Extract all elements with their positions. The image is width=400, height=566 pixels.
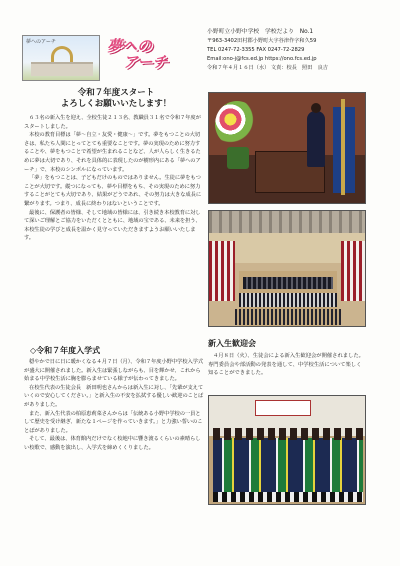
tel-line: TEL 0247-72-3355 FAX 0247-72-2829 — [207, 47, 305, 54]
title-line-2: アーチ — [123, 53, 168, 71]
section1-title — [30, 88, 202, 110]
section1-body — [24, 114, 204, 243]
section1-title-line1: 令和７年度スタート — [77, 88, 155, 98]
section2-paragraph: 在校生代表の生徒会長 新田明也さんからは新入生に対し、「先輩が支えていくので安心してください。」と新入生の不安を払拭する優しい歓迎のことばがありました。 — [24, 384, 204, 408]
title-line-1: 夢への — [107, 37, 153, 55]
section1-paragraph: 「夢」をもつことは、子どもだけのものではありません。生徒に夢をもつことが大切です。縦つになっても、夢や目標をもち、その実現のために努力することがとても大切であり、結果がどうであれ、その努力は大きな成長に繋がります。つまり、成長に終わりはないということです。 — [24, 175, 202, 207]
email-line: Email:ono-j@fcs.ed.jp https://ono.fcs.ed.jp — [207, 56, 317, 63]
section1-paragraph: ６３名の新入生を迎え、全校生徒２１３名、教職員３１名で令和７年度がスタートしました。 — [24, 115, 201, 130]
section2-body — [24, 358, 204, 453]
students-lineup-photo — [208, 395, 366, 505]
address-line: 〒963-3402田村郡小野町大字谷津作字和久59 — [207, 38, 317, 45]
school-logo-photo — [22, 35, 100, 81]
lectern-with-flowers-photo — [208, 92, 366, 204]
school-line: 小野町立小野中学校 学校だより No.1 — [207, 29, 314, 35]
header-info — [207, 28, 328, 73]
section1-paragraph: 本校の教育目標は「夢～自立・友愛・健康～」です。夢をもつことの大切さは、私たち人間にとってとても重要なことです。夢の実現のために努力することや、夢をもつことで希望が生まれることなど、人が人らしく生きるために夢は大切であり、それを具体的に表現したのが樹形内にある「夢へのアーチ」で、本校のシンボルになっています。 — [24, 132, 201, 173]
section2-paragraph: 穏やかで日に日に暖かくなる４月７日（月）、令和７年度小野中学校入学式が盛大に開催されました。新入生は緊張しながらも、目を輝かせ、これから始まる中学校生活に胸を膨らませている様子が伝わってきました。 — [24, 359, 204, 383]
gymnasium-ceremony-photo — [208, 210, 366, 327]
section2-title: ◇令和７年度入学式 — [30, 346, 101, 355]
section2-paragraph: そして、最後は、体育館内だけでなく校地中に響き渡るくらいの素晴らしい校歌で、感動を演出し、入学式を締めくくりました。 — [24, 436, 201, 451]
newsletter-title — [107, 38, 168, 70]
section3-paragraph: ４月８日（火）、生徒会による新入生歓迎会が開催されました。専門委員会や部活動の発表を通して、中学校生活について楽しく知ることができました。 — [208, 353, 364, 377]
section3-body — [208, 352, 366, 378]
date-line: 令和７年４月１６日（水） 文責：校長 照田 良吉 — [207, 65, 328, 72]
section2-paragraph: また、新入生代表の柏原恵莉菜さんからは「伝統ある小野中学校の一員として歴史を受け継ぎ、新たな１ページを作っていきます。」と力強い誓いのことばがありました。 — [24, 410, 203, 434]
section1-paragraph: 最後に、保護者の皆様、そして地域の皆様には、引き続き本校教育に対して深いご理解とご協力をいただくとともに、地域の宝である、未来を担う、本校生徒の学びと成長を温かく見守っていただきますようお願いいたします。 — [24, 209, 201, 242]
section3-title: 新入生歓迎会 — [208, 339, 256, 348]
section1-title-line2: よろしくお願いいたします！ — [60, 99, 172, 109]
logo-label: 夢へのアーチ — [26, 39, 56, 45]
school-building-icon — [31, 62, 93, 76]
